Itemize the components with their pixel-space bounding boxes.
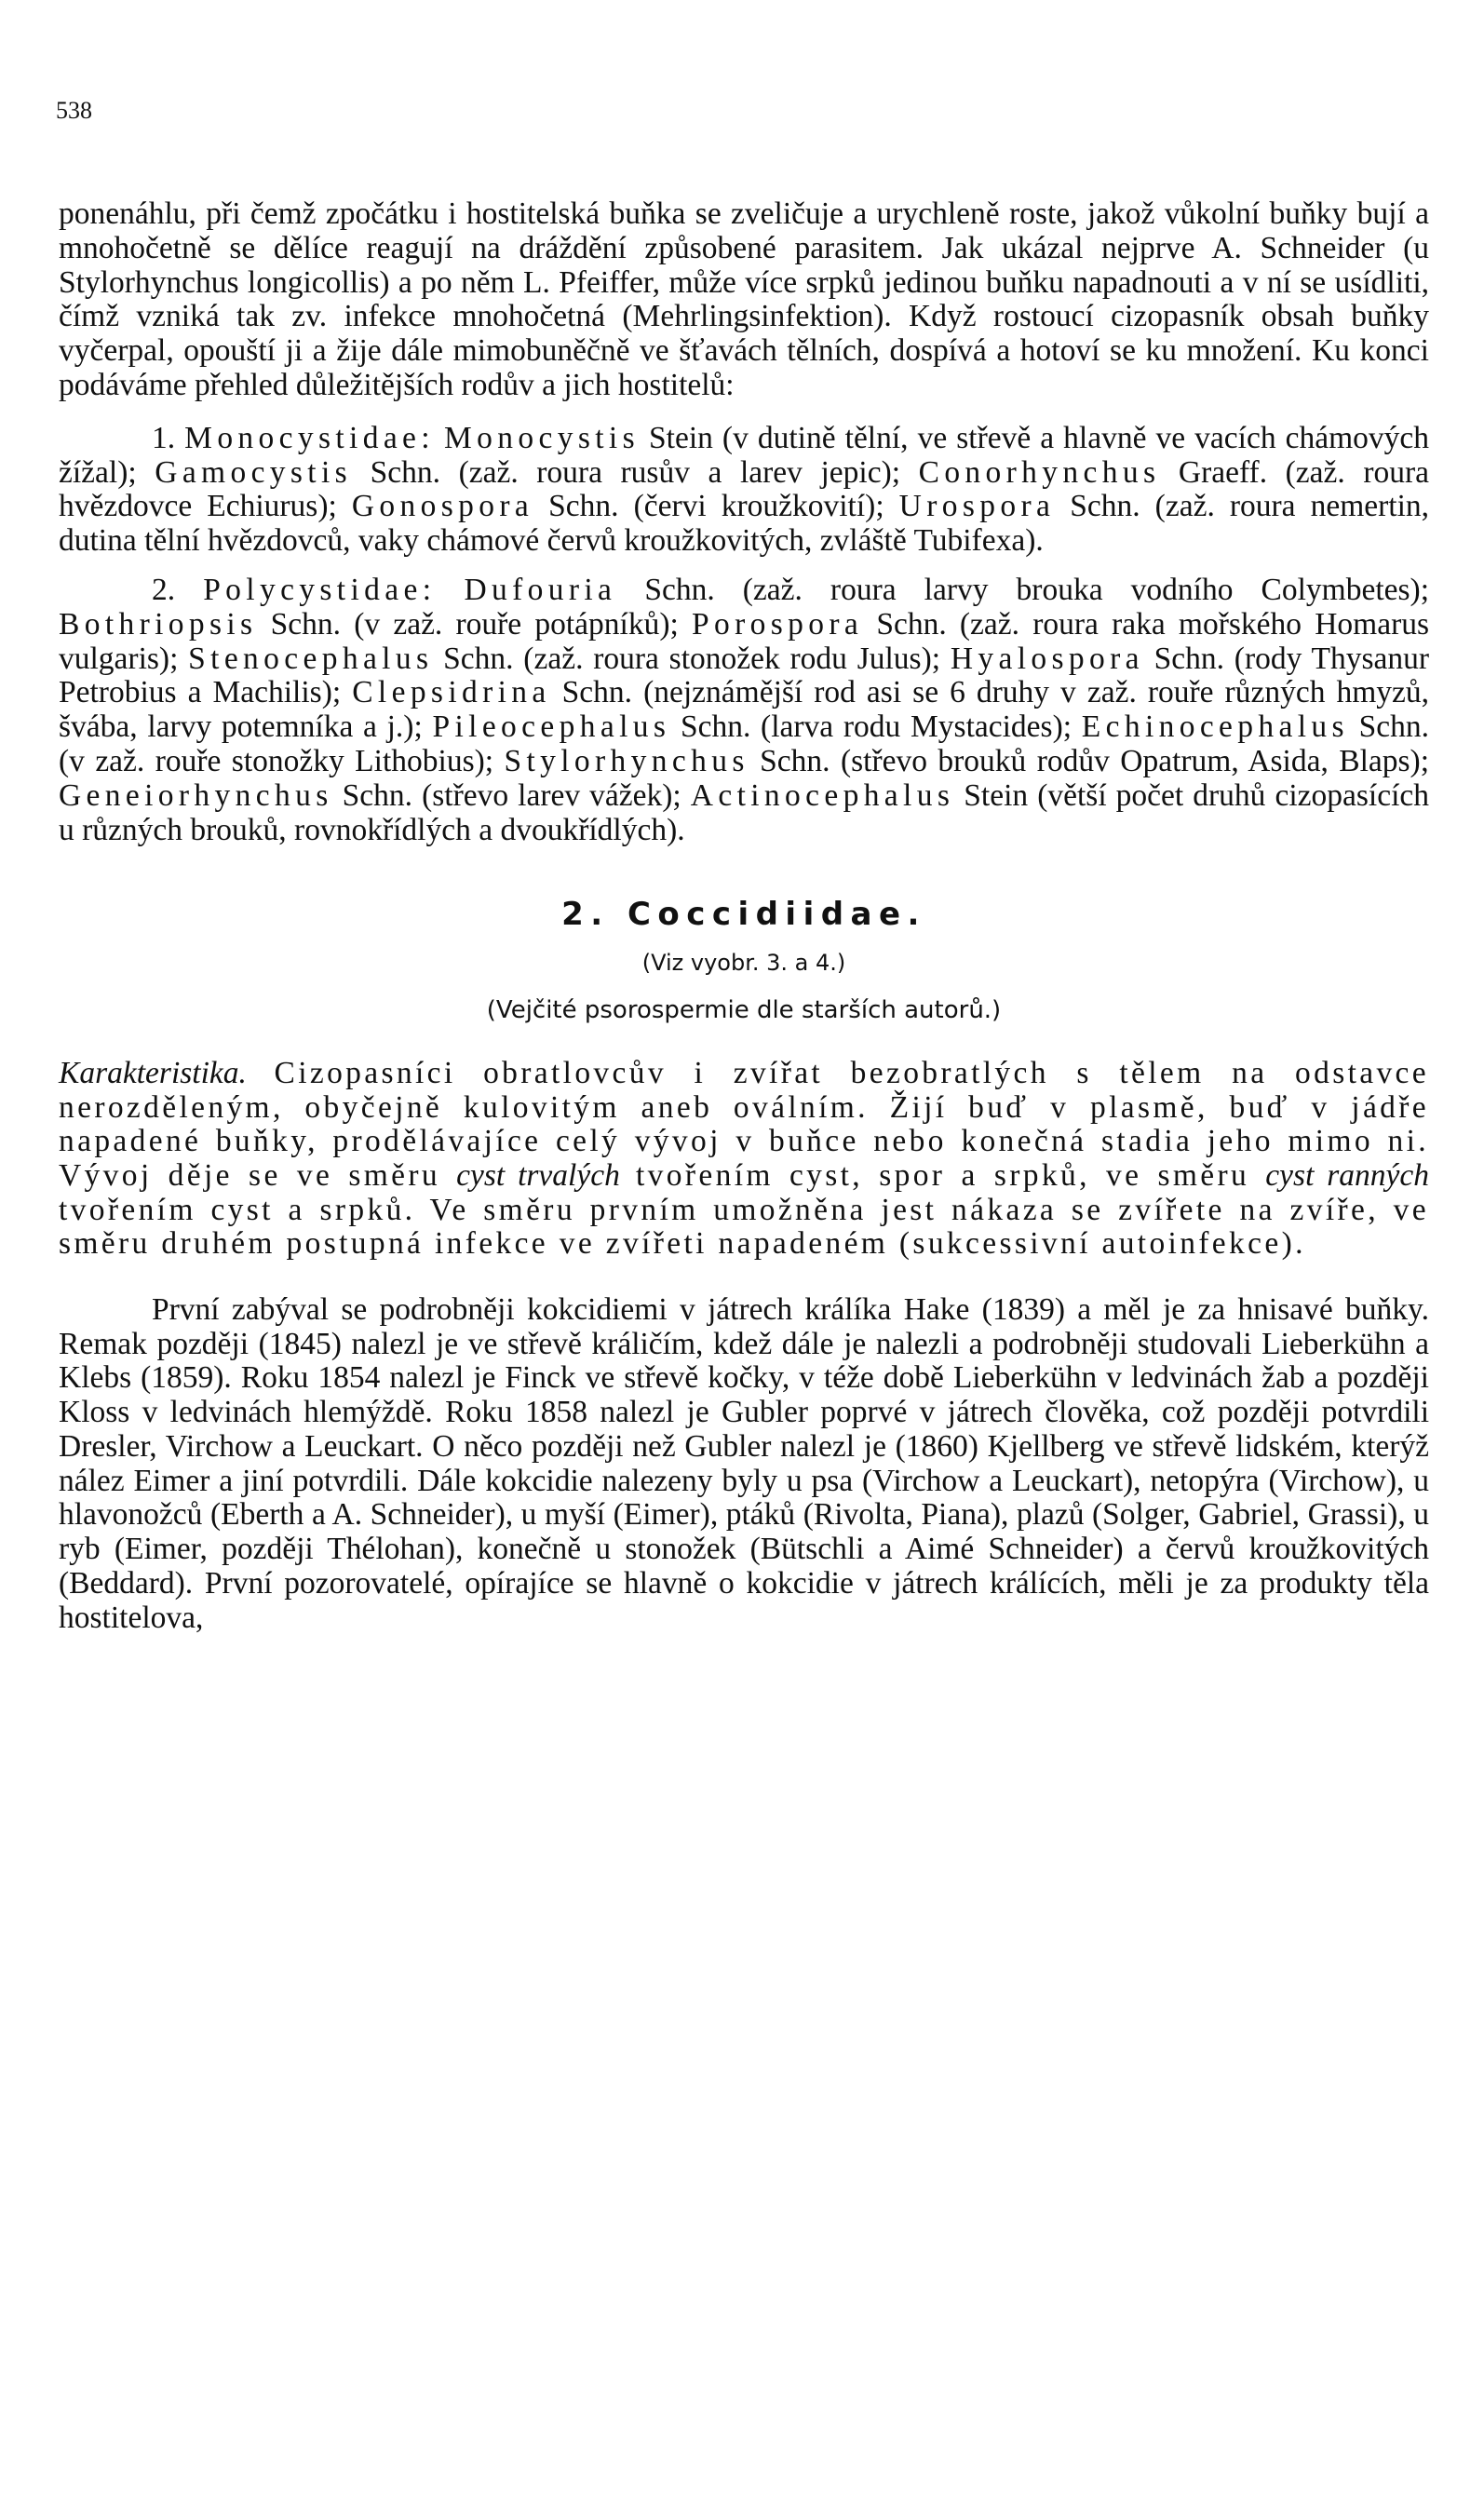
genus-name: Clepsidrina [352, 675, 551, 710]
family-name: Monocystidae: [184, 420, 435, 455]
genus-name: Pileocephalus [432, 709, 671, 745]
genus-name: Echinocephalus [1081, 709, 1349, 745]
text-column [59, 197, 1429, 1636]
characteristics-text: Cizopasníci obratlovcův i zvířat bezobratlých s tělem na odstavce nerozděleným, obyčejně kulovitým aneb oválním. Žijí buď v plasmě, buď v jádře napadené buňky, prodělávajíce celý vývoj v buňce nebo konečná stadia jeho mimo ni. Vývoj děje se ve směru [59, 1056, 1429, 1193]
genus-name: Actinocephalus [690, 777, 955, 813]
genus-description: Schn. (larva rodu Mystacides); [680, 709, 1073, 745]
genus-description: Schn. (zaž. roura raka mořského Homarus vulgaris); [59, 606, 1430, 676]
genus-description: Schn. (zaž. roura stonožek rodu Julus); [443, 641, 941, 676]
genus-name: Porospora [692, 606, 864, 642]
genus-name: Hyalospora [950, 641, 1144, 676]
genus-list-monocystidae [59, 422, 1429, 559]
section-subtitle: (Vejčité psorospermie dle starších autorů.) [486, 996, 1002, 1025]
genus-description: Schn. (střevo brouků rodův Opatrum, Asida, Blaps); [760, 743, 1430, 778]
page-number: 538 [56, 97, 92, 124]
genus-name: Gonospora [351, 489, 534, 524]
characteristics-emphasis: cyst ranných [1265, 1157, 1429, 1193]
genus-name: Dufouria [464, 572, 617, 607]
genus-name: Gamocystis [155, 454, 353, 490]
genus-description: Stein (větší počet druhů cizopasících u různých brouků, rovnokřídlých a dvoukřídlých). [59, 777, 1430, 847]
genus-name: Urospora [898, 489, 1056, 524]
genus-description: Stein (v dutině tělní, ve střevě a hlavně ve vacích chámových žížal); [59, 420, 1430, 490]
paragraph-intro: ponenáhlu, při čemž zpočátku i hostitelská buňka se zveličuje a urychleně roste, jakož vůkolní buňky bují a mnohočetně se dělíce reagují na dráždění způsobené parasitem. Jak ukázal nejprve A. Schneider (u Stylorhynchus longicollis) a po něm L. Pfeiffer, může více srpků jedinou buňku napadnouti a v ní se usídliti, čímž vzniká tak zv. infekce mnohočetná (Mehrlingsinfektion). Když rostoucí cizopasník obsah buňky vyčerpal, opouští ji a žije dále mimobuněčně ve šťavách tělních, dospívá a hotoví se ku množení. Ku konci podáváme přehled důležitějších rodův a jich hostitelů: [59, 196, 1429, 402]
genus-description: Graeff. (zaž. roura hvězdovce Echiurus); [59, 454, 1430, 524]
characteristics-label: Karakteristika. [59, 1056, 247, 1091]
list-number: 1. [152, 420, 176, 455]
list-number: 2. [152, 572, 176, 607]
genus-name: Stylorhynchus [504, 743, 749, 778]
genus-description: Schn. (zaž. roura rusův a larev jepic); [370, 454, 901, 490]
genus-description: Schn. (v zaž. rouře potápníků); [270, 606, 679, 642]
genus-name: Bothriopsis [59, 606, 258, 642]
characteristics-text: tvořením cyst a srpků. Ve směru prvním umožněna jest nákaza se zvířete na zvíře, ve směru druhém postupná infekce ve zvířeti napadeném (sukcessivní autoinfekce). [59, 1192, 1429, 1262]
genus-description: Schn. (zaž. roura nemertin, dutina tělní hvězdovců, vaky chámové červů kroužkovitých, zvláště Tubifexa). [59, 489, 1430, 559]
family-name: Polycystidae: [203, 572, 437, 607]
genus-list-polycystidae [59, 574, 1429, 847]
genus-name: Conorhynchus [918, 454, 1161, 490]
genus-description: Schn. (nejznámější rod asi se 6 druhy v zaž. rouře různých hmyzů, švába, larvy potemníka a j.); [59, 675, 1430, 745]
genus-name: Stenocephalus [188, 641, 434, 676]
genus-name: Geneiorhynchus [59, 777, 333, 813]
genus-description: Schn. (zaž. roura larvy brouka vodního Colymbetes); [644, 572, 1430, 607]
characteristics-paragraph [59, 1057, 1429, 1262]
genus-description: Schn. (střevo larev vážek); [342, 777, 681, 813]
genus-description: Schn. (červi kroužkovití); [548, 489, 884, 524]
genus-description: Schn. (v zaž. rouře stonožky Lithobius); [59, 709, 1430, 778]
characteristics-text: tvořením cyst, spor a srpků, ve směru [636, 1157, 1250, 1193]
characteristics-emphasis: cyst trvalých [456, 1157, 620, 1193]
genus-description: Schn. (rody Thysanur Petrobius a Machilis); [59, 641, 1430, 710]
genus-name: Monocystis [444, 420, 640, 455]
section-heading: 2. Coccidiidae. [561, 896, 926, 934]
figure-reference: (Viz vyobr. 3. a 4.) [641, 950, 846, 977]
paragraph-history: První zabýval se podrobněji kokcidiemi v játrech králíka Hake (1839) a měl je za hnisavé buňky. Remak později (1845) nalezl je ve střevě králičím, kdež dále je nalezli a podrobněji studovali Lieberkühn a Klebs (1859). Roku 1854 nalezl je Finck ve střevě kočky, v téže době Lieberkühn v ledvinách žab a později Kloss v ledvinách hlemýždě. Roku 1858 nalezl je Gubler poprvé v játrech člověka, což později potvrdili Dresler, Virchow a Leuckart. O něco později než Gubler nalezl je (1860) Kjellberg ve střevě lidském, kterýž nález Eimer a jiní potvrdili. Dále kokcidie nalezeny byly u psa (Virchow a Leuckart), netopýra (Virchow), u hlavonožců (Eberth a A. Schneider), u myší (Eimer), ptáků (Rivolta, Piana), plazů (Solger, Gabriel, Grassi), u ryb (Eimer, později Thélohan), konečně u stonožek (Bütschli a Aimé Schneider) a červů kroužkovitých (Beddard). První pozorovatelé, opírajíce se hlavně o kokcidie v játrech králících, měli je za produkty těla hostitelova, [59, 1291, 1429, 1635]
